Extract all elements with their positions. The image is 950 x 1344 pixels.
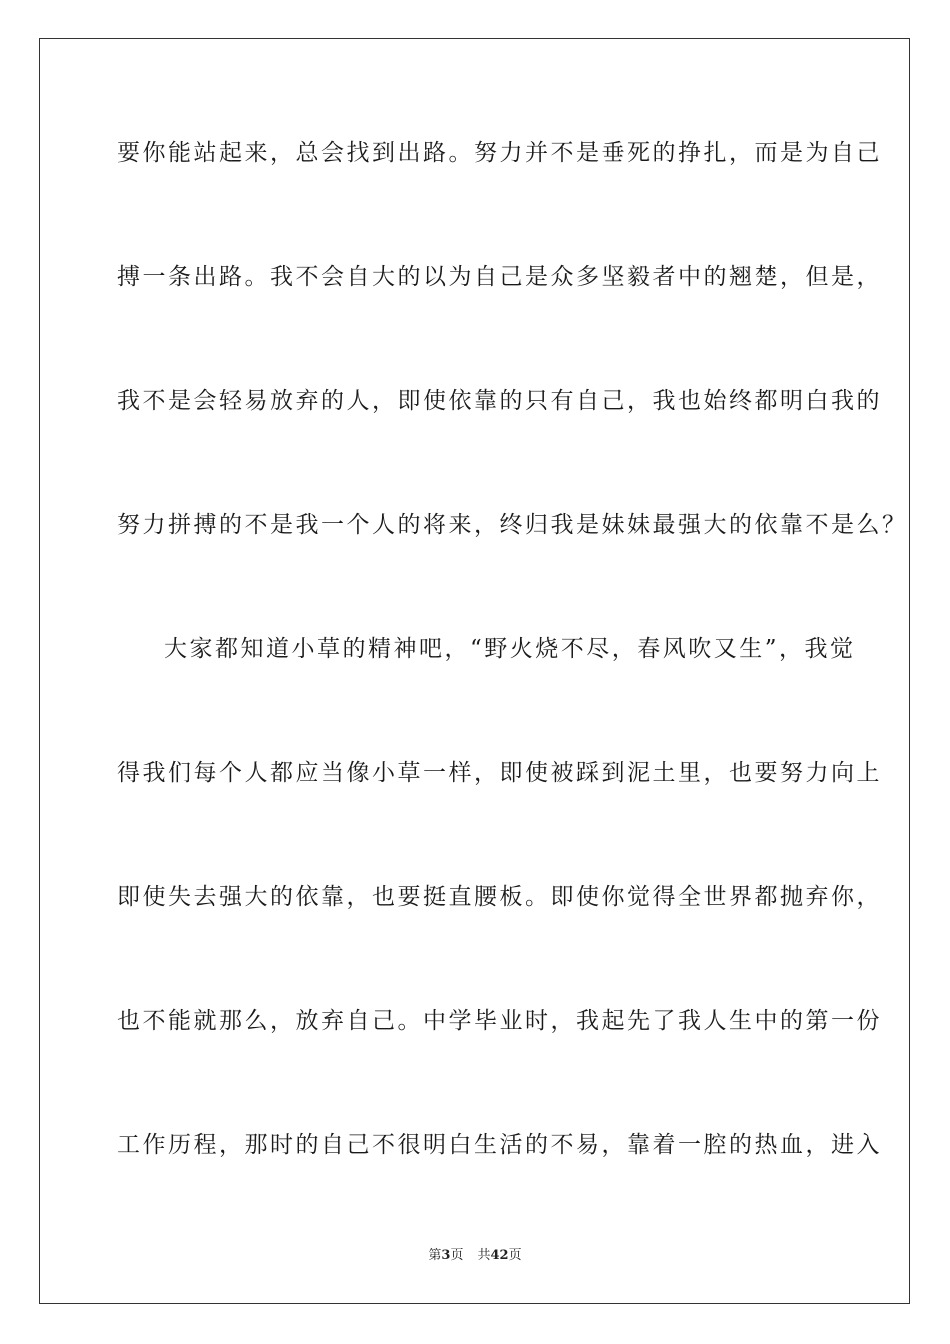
page-footer [0,1247,950,1265]
text-line-5: 大家都知道小草的精神吧，“野火烧不尽，春风吹又生”，我觉 [164,636,856,662]
text-line-2: 搏一条出路。我不会自大的以为自己是众多坚毅者中的翘楚，但是， [117,264,882,290]
text-line-3: 我不是会轻易放弃的人，即使依靠的只有自己，我也始终都明白我的 [117,388,882,414]
text-line-8: 也不能就那么，放弃自己。中学毕业时，我起先了我人生中的第一份 [117,1008,882,1034]
total-suffix: 页 [508,1248,522,1263]
page-number: 3 [441,1248,451,1263]
total-pages: 42 [490,1248,509,1263]
text-line-4: 努力拼搏的不是我一个人的将来，终归我是妹妹最强大的依靠不是么？ [117,512,908,538]
page-suffix: 页 [450,1248,464,1263]
text-line-9: 工作历程，那时的自己不很明白生活的不易，靠着一腔的热血，进入 [117,1132,882,1158]
page-border [39,38,910,1304]
total-prefix: 共 [477,1248,491,1263]
page-prefix: 第 [428,1248,442,1263]
text-line-7: 即使失去强大的依靠，也要挺直腰板。即使你觉得全世界都抛弃你， [117,884,882,910]
text-line-1: 要你能站起来，总会找到出路。努力并不是垂死的挣扎，而是为自己 [117,140,882,166]
text-line-6: 得我们每个人都应当像小草一样，即使被踩到泥土里，也要努力向上 [117,760,882,786]
